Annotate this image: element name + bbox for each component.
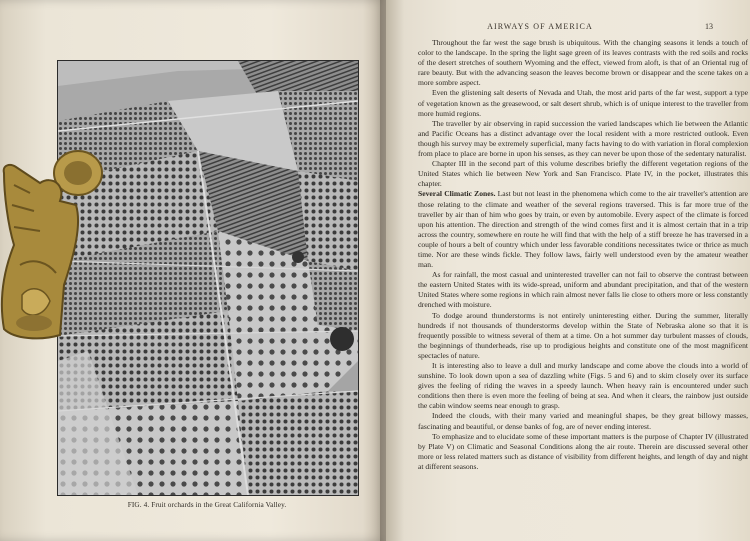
page-number: 13 — [705, 22, 713, 31]
paragraph: To emphasize and to elucidate some of these important matters is the purpose of Chapter IV (illustrated by Plate V) on Climatic and Seasonal Conditions along the air route. Therein are discussed several other more or less related matters such as distance of visibility from different heights, and length of day and night at different seasons. — [418, 431, 748, 471]
paragraph: It is interesting also to leave a dull and murky landscape and come above the clouds into a world of sunshine. To look down upon a sea of dazzling white (Figs. 5 and 6) and to skim closely over its surface gives the feeling of riding the waves in a speedy launch. When heavy rain is encountered under such conditions then there is even more the feeling of being at sea. And when it clears, the rainbow just outside the cabin window seems near enough to grasp. — [418, 361, 748, 411]
paragraph: To dodge around thunderstorms is not entirely uninteresting either. During the summer, literally hundreds if not thousands of thunderstorms develop within the State of Nebraska alone so that it is frequently possible to witness several of them at a time. On a hot summer day turbulent masses of clouds, the beginnings of thunderheads, rise up to prodigious heights and constitute one of the most magnificent spectacles of nature. — [418, 310, 748, 360]
paragraph: Chapter III in the second part of this volume describes briefly the different vegetation regions of the United States which lie between New York and San Francisco. Plate IV, in the pocket, illustrates this chapter. — [418, 159, 748, 189]
running-head: AIRWAYS OF AMERICA — [487, 22, 593, 31]
figure-caption: FIG. 4. Fruit orchards in the Great California Valley. — [127, 500, 287, 509]
paragraph: As for rainfall, the most casual and uninterested traveller can not fail to observe the contrast between the eastern United States with its wide-spread, uniform and abundant precipitation, and that of the western United States where some regions in which rain almost never falls lie close to others more or less constantly drenched with moisture. — [418, 270, 748, 310]
paragraph: Throughout the far west the sage brush is ubiquitous. With the changing seasons it lends a touch of color to the landscape. In the spring the light sage green of its leaves contrasts with the red soils and rocks of the desert stretches of southern Wyoming and the effect, viewed from aloft, is that of an Oriental rug of rare beauty. But with the advancing season the leaves become brown or disappear and the scene takes on a more sombre aspect. — [418, 38, 748, 88]
paragraph: Even the glistening salt deserts of Nevada and Utah, the most arid parts of the far west, support a type of vegetation known as the greasewood, or salt desert shrub, which is of unique interest to the traveller from more humid regions. — [418, 88, 748, 118]
paragraph: Indeed the clouds, with their many varied and meaningful shapes, be they great billowy masses, fascinating and beautiful, or dense banks of fog, are of never ending interest. — [418, 411, 748, 431]
brass-hand-clip-icon — [0, 145, 110, 345]
paragraph: The traveller by air observing in rapid succession the varied landscapes which lie between the Atlantic and Pacific Oceans has a distinct advantage over the local resident with a more restricted outlook. Even though his survey may be extremely superficial, many facts having to do with variation in floral complexion from place to place are borne in upon his senses, as they can never be upon those of the sedentary naturalist. — [418, 118, 748, 159]
body-text — [418, 38, 748, 472]
paragraph-text: Last but not least in the phenomena which come to the air traveller's attention are those relating to the climate and weather of the several regions traversed. This is far more true of the traveller by air than of him who goes by train, or even by automobile. Every aspect of the climate is forced upon his attention. The direction and strength of the wind comes first and it is almost certain that in a trip across the country, somewhere en route he will find that with the help of a stiff breeze he has traversed in a couple of hours a belt of country which under less favorable conditions necessitates twice or thrice as much time. Nor are these winds fickle. They follow laws, fairly well understood even by the amateur weather man. — [418, 189, 748, 270]
section-heading: Several Climatic Zones. — [418, 189, 496, 199]
